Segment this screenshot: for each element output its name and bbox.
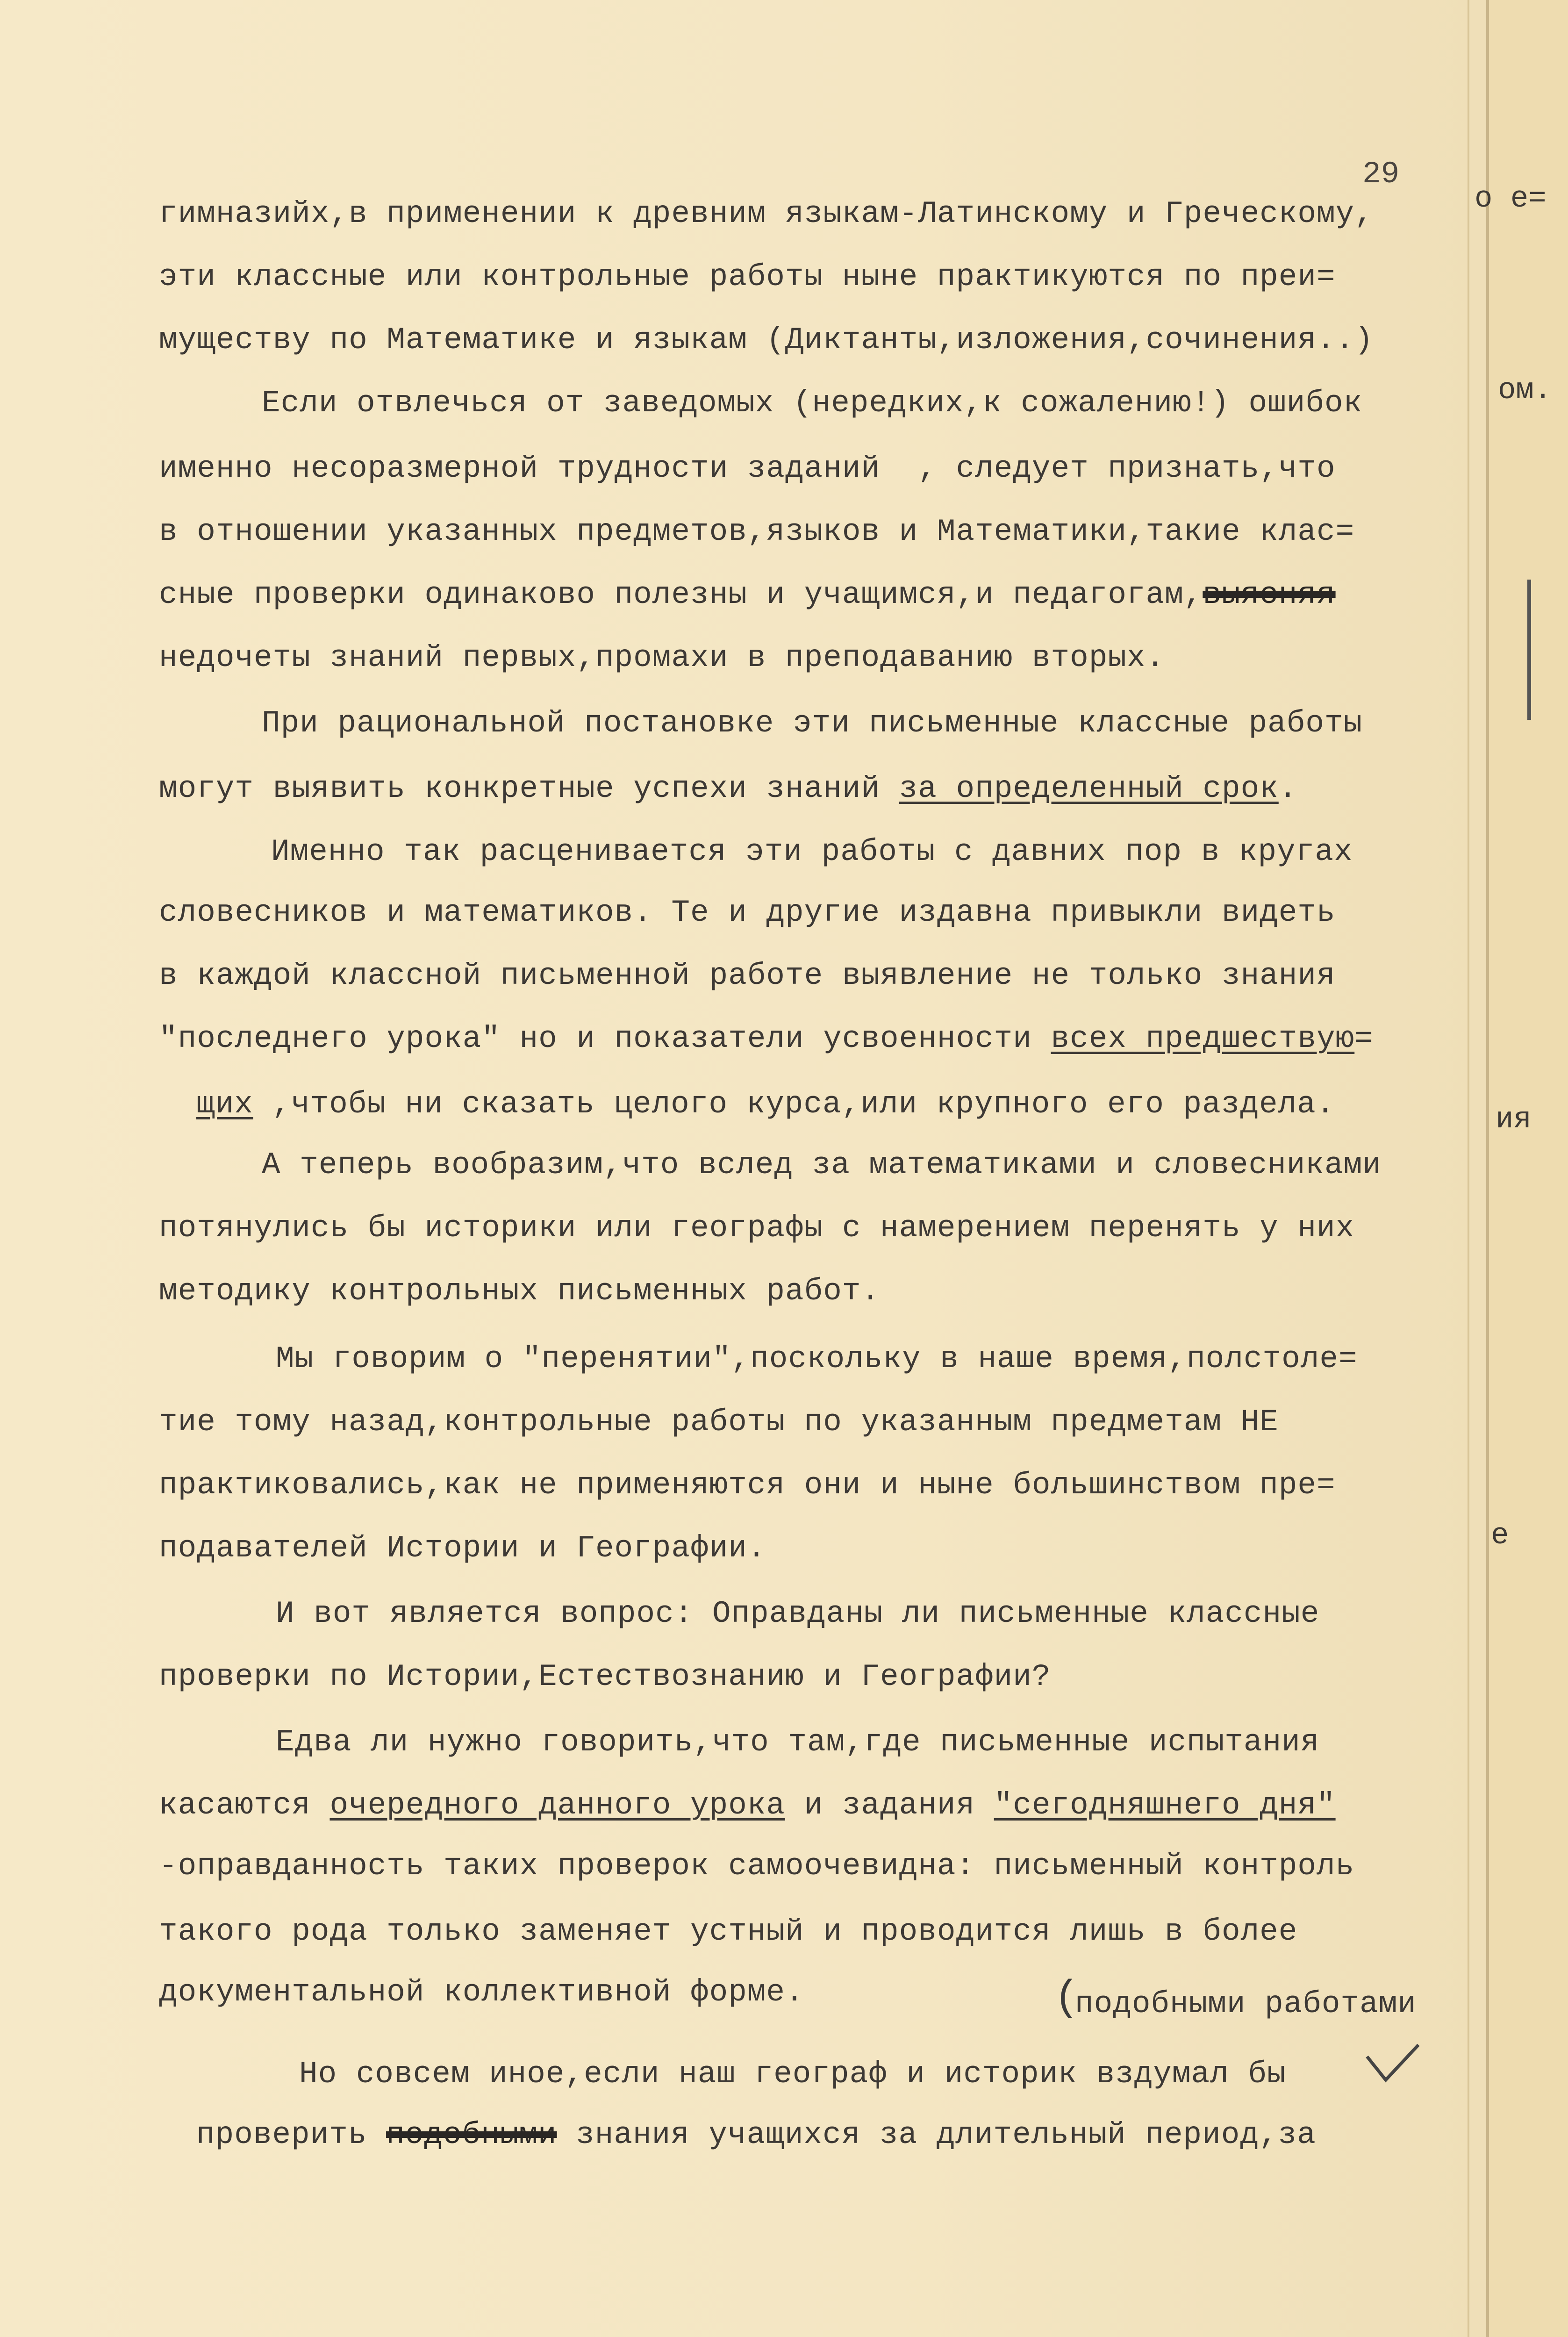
- text-segment: в каждой классной письменной работе выявление не только знания: [159, 958, 1336, 993]
- text-line: [299, 2057, 1286, 2092]
- text-line: [159, 1975, 804, 2010]
- text-line: [262, 706, 1362, 741]
- margin-fragment-1: о е=: [1475, 182, 1547, 216]
- text-line: [159, 1468, 1336, 1503]
- text-segment: документальной коллективной форме.: [159, 1975, 804, 2010]
- text-line: [159, 640, 1165, 675]
- text-line: [159, 895, 1336, 930]
- underlined-text: щих: [196, 1087, 253, 1122]
- text-segment: и задания: [785, 1788, 994, 1823]
- underlined-text: за определенный срок: [899, 771, 1279, 806]
- text-line: [159, 1274, 880, 1309]
- text-segment: -оправданность таких проверок самоочевидна: письменный контроль: [159, 1849, 1355, 1884]
- text-segment: словесников и математиков. Те и другие издавна привыкли видеть: [159, 895, 1336, 930]
- margin-fragment-2: ом.: [1498, 374, 1552, 408]
- text-line: [159, 577, 1336, 612]
- text-line: [159, 771, 1297, 806]
- text-line: [271, 834, 1353, 869]
- text-line: [159, 451, 1336, 486]
- text-line: [262, 1147, 1382, 1183]
- margin-fragment-4: е: [1491, 1519, 1509, 1553]
- text-segment: Именно так расценивается эти работы с давних пор в кругах: [271, 834, 1353, 869]
- struck-text: подобными: [386, 2117, 557, 2152]
- text-line: [159, 1021, 1374, 1056]
- text-segment: ,чтобы ни сказать целого курса,или крупного его раздела.: [253, 1087, 1335, 1122]
- text-line: [276, 1341, 1358, 1376]
- text-segment: тие тому назад,контрольные работы по указанным предметам НЕ: [159, 1405, 1279, 1440]
- insertion-bracket: (: [1054, 1975, 1080, 2022]
- text-segment: касаются: [159, 1788, 330, 1823]
- text-segment: Едва ли нужно говорить,что там,где письменные испытания: [276, 1725, 1320, 1760]
- text-segment: эти классные или контрольные работы ныне практикуются по преи=: [159, 259, 1336, 294]
- text-line: [262, 386, 1362, 421]
- text-segment: гимназийх,в применении к древним языкам-Латинскому и Греческому,: [159, 196, 1374, 231]
- text-line: [196, 2117, 1316, 2152]
- text-line: [159, 1211, 1354, 1246]
- text-segment: подавателей Истории и Географии.: [159, 1531, 766, 1566]
- text-segment: практиковались,как не применяются они и ныне большинством пре=: [159, 1468, 1336, 1503]
- text-segment: методику контрольных письменных работ.: [159, 1274, 881, 1309]
- text-segment: =: [1354, 1021, 1374, 1056]
- underlined-text: очередного данного урока: [329, 1788, 786, 1823]
- text-line: [159, 1659, 1051, 1694]
- struck-text: выясняя: [1203, 577, 1336, 612]
- text-line: [159, 1405, 1279, 1440]
- text-segment: Но совсем иное,если наш географ и историк вздумал бы: [299, 2057, 1286, 2092]
- text-line: [196, 1087, 1335, 1122]
- handwritten-insertion: подобными работами: [1075, 1986, 1417, 2022]
- text-line: [159, 196, 1374, 231]
- text-segment: знания учащихся за длительный период,за: [557, 2117, 1316, 2152]
- insertion-caret-mark: [1365, 2043, 1421, 2085]
- text-segment: потянулись бы историки или географы с намерением перенять у них: [159, 1211, 1355, 1246]
- text-segment: При рациональной постановке эти письменные классные работы: [262, 706, 1363, 741]
- text-segment: И вот является вопрос: Оправданы ли письменные классные: [276, 1596, 1320, 1631]
- text-segment: такого рода только заменяет устный и проводится лишь в более: [159, 1914, 1298, 1949]
- text-line: [159, 514, 1354, 549]
- adjacent-page-edge: [1486, 0, 1568, 2337]
- text-line: [159, 1788, 1336, 1823]
- text-line: [159, 958, 1336, 993]
- text-segment: в отношении указанных предметов,языков и Математики,такие клас=: [159, 514, 1355, 549]
- text-line: [159, 1914, 1297, 1949]
- text-line: [159, 259, 1336, 294]
- text-segment: недочеты знаний первых,промахи в преподаванию вторых.: [159, 640, 1165, 675]
- text-line: [159, 323, 1374, 358]
- text-segment: сные проверки одинаково полезны и учащимся,и педагогам,: [159, 577, 1203, 612]
- text-segment: "последнего урока" но и показатели усвоенности: [159, 1021, 1051, 1056]
- text-segment: А теперь вообразим,что вслед за математиками и словесниками: [262, 1147, 1382, 1183]
- text-line: [276, 1596, 1319, 1631]
- page-fold: [1468, 0, 1469, 2337]
- text-segment: Если отвлечься от заведомых (нередких,к сожалению!) ошибок: [262, 386, 1363, 421]
- text-line: [159, 1531, 766, 1566]
- text-line: [159, 1849, 1354, 1884]
- text-segment: могут выявить конкретные успехи знаний: [159, 771, 899, 806]
- page-number: 29: [1362, 157, 1400, 192]
- text-segment: муществу по Математике и языкам (Диктанты,изложения,сочинения..): [159, 323, 1374, 358]
- underlined-text: "сегодняшнего дня": [994, 1788, 1336, 1823]
- text-segment: .: [1278, 771, 1298, 806]
- text-segment: проверки по Истории,Естествознанию и Географии?: [159, 1659, 1051, 1694]
- text-line: [276, 1725, 1319, 1760]
- margin-pen-stroke: [1527, 580, 1531, 720]
- text-segment: именно несоразмерной трудности заданий , следует признать,что: [159, 451, 1336, 486]
- margin-fragment-3: ия: [1496, 1103, 1532, 1137]
- text-segment: проверить: [196, 2117, 387, 2152]
- text-segment: Мы говорим о "перенятии",поскольку в наше время,полстоле=: [276, 1341, 1358, 1376]
- underlined-text: всех предшествую: [1051, 1021, 1355, 1056]
